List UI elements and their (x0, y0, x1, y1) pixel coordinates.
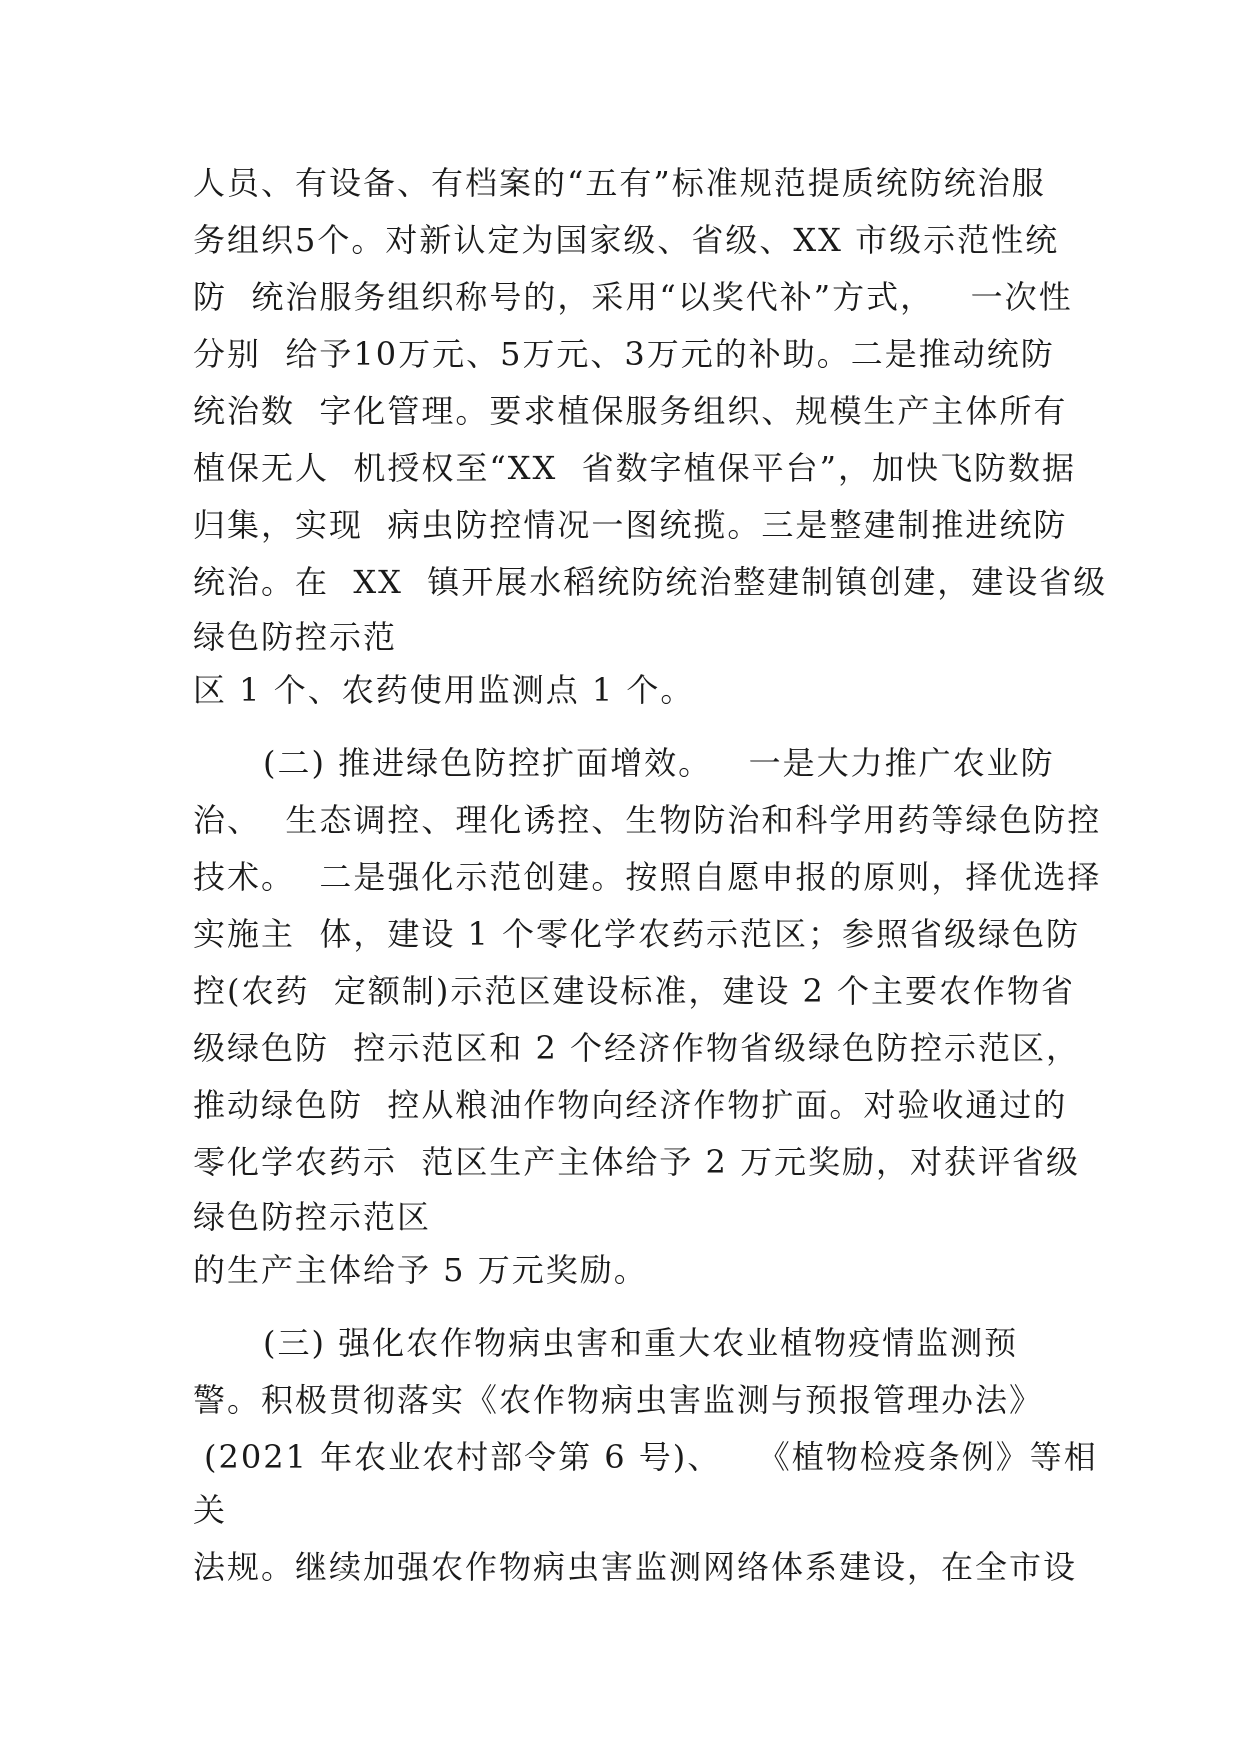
body-line: 级绿色防 控示范区和 2 个经济作物省级绿色防控示范区， (193, 1029, 1081, 1067)
body-line: 推动绿色防 控从粮油作物向经济作物扩面。对验收通过的 (193, 1086, 1068, 1124)
body-line: 防 统治服务组织称号的，采用“以奖代补”方式， 一次性 (193, 278, 1073, 316)
body-line: 治、 生态调控、理化诱控、生物防治和科学用药等绿色防控 (193, 801, 1102, 839)
body-line: 统治数 字化管理。要求植保服务组织、规模生产主体所有 (193, 392, 1068, 430)
body-line: 归集，实现 病虫防控情况一图统揽。三是整建制推进统防 (193, 506, 1068, 544)
body-line: 实施主 体，建设 1 个零化学农药示范区；参照省级绿色防 (193, 915, 1081, 953)
body-line: 绿色防控示范 (193, 618, 398, 656)
body-line: 法规。继续加强农作物病虫害监测网络体系建设，在全市设 (193, 1548, 1078, 1586)
body-line: 警。积极贯彻落实《农作物病虫害监测与预报管理办法》 (193, 1381, 1044, 1419)
body-line: 区 1 个、农药使用监测点 1 个。 (193, 671, 695, 709)
body-line: 关 (193, 1491, 228, 1529)
body-line: (2021 年农业农村部令第 6 号)、 《植物检疫条例》等相 (204, 1438, 1098, 1476)
section-heading-3: (三) 强化农作物病虫害和重大农业植物疫情监测预 (263, 1324, 1019, 1362)
body-line: 分别 给予10万元、5万元、3万元的补助。二是推动统防 (193, 335, 1055, 373)
body-line: 统治。在 XX 镇开展水稻统防统治整建制镇创建，建设省级 (193, 563, 1108, 601)
section-heading-2: (二) 推进绿色防控扩面增效。 一是大力推广农业防 (263, 744, 1055, 782)
body-line: 植保无人 机授权至“XX 省数字植保平台”，加快飞防数据 (193, 449, 1076, 487)
body-line: 务组织5个。对新认定为国家级、省级、XX 市级示范性统 (193, 221, 1060, 259)
body-line: 技术。 二是强化示范创建。按照自愿申报的原则，择优选择 (193, 858, 1102, 896)
body-line: 零化学农药示 范区生产主体给予 2 万元奖励，对获评省级 (193, 1143, 1081, 1181)
body-line: 控(农药 定额制)示范区建设标准，建设 2 个主要农作物省 (193, 972, 1076, 1010)
body-line: 人员、有设备、有档案的“五有”标准规范提质统防统治服 (193, 164, 1046, 202)
body-line: 绿色防控示范区 (193, 1198, 432, 1236)
body-line: 的生产主体给予 5 万元奖励。 (193, 1251, 648, 1289)
